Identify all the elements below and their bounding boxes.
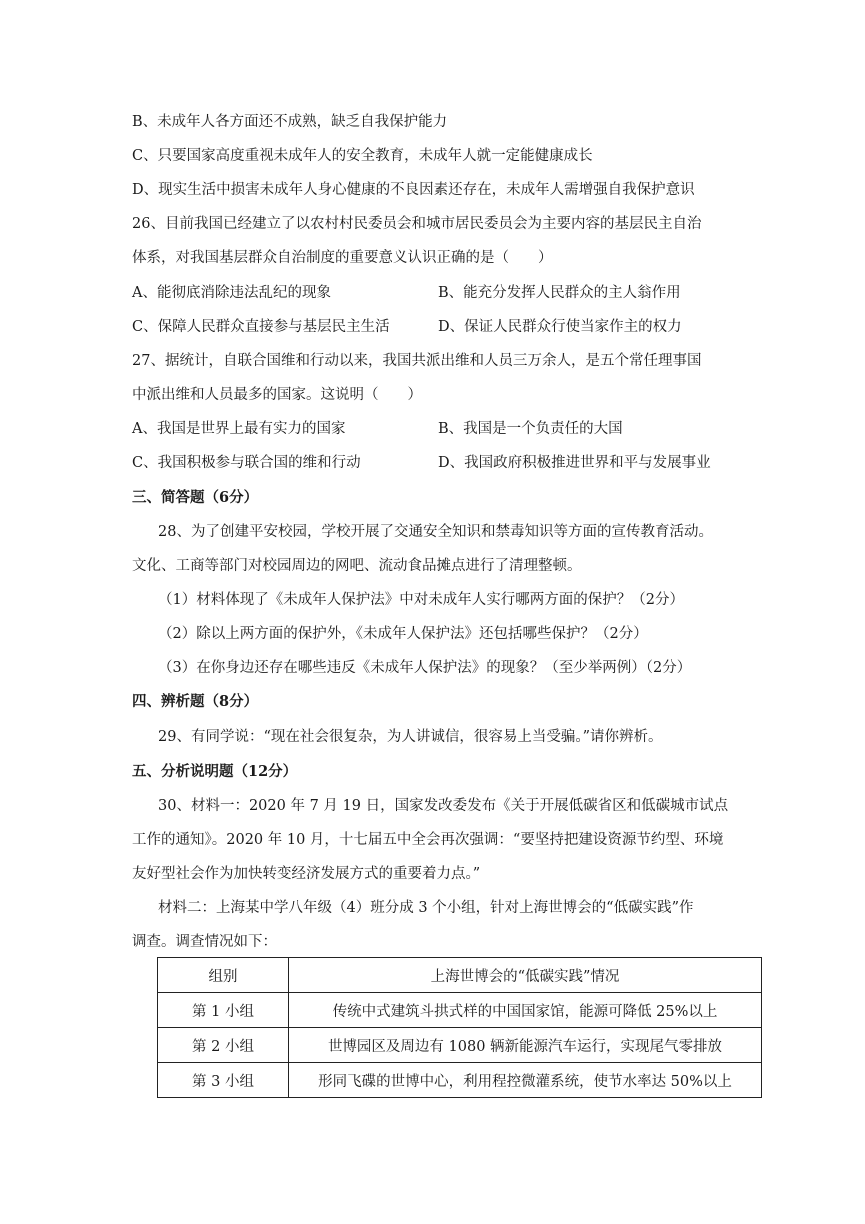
q27-stem-line1: 27、据统计，自联合国维和行动以来，我国共派出维和人员三万余人，是五个常任理事国 bbox=[132, 353, 702, 369]
section3-heading: 三、简答题（6分） bbox=[132, 489, 259, 506]
q27-option-b: B、我国是一个负责任的大国 bbox=[438, 421, 623, 437]
q26-option-a: A、能彻底消除违法乱纪的现象 bbox=[132, 285, 331, 301]
q26-stem-line2: 体系，对我国基层群众自治制度的重要意义认识正确的是（ ） bbox=[132, 250, 553, 266]
table-cell: 第 2 小组 bbox=[158, 1028, 289, 1063]
q27-option-c: C、我国积极参与联合国的维和行动 bbox=[132, 455, 361, 471]
q28-line1: 28、为了创建平安校园，学校开展了交通安全知识和禁毒知识等方面的宣传教育活动。 bbox=[158, 524, 713, 540]
q29: 29、有同学说：“现在社会很复杂，为人讲诚信，很容易上当受骗。”请你辨析。 bbox=[158, 729, 663, 745]
q25-option-c: C、只要国家高度重视未成年人的安全教育，未成年人就一定能健康成长 bbox=[132, 148, 593, 164]
q28-line2: 文化、工商等部门对校园周边的网吧、流动食品摊点进行了清理整顿。 bbox=[132, 558, 582, 574]
q30-material2-line1: 材料二：上海某中学八年级（4）班分成 3 个小组，针对上海世博会的“低碳实践”作 bbox=[158, 900, 694, 916]
table-cell: 形同飞碟的世博中心，利用程控微灌系统，使节水率达 50%以上 bbox=[289, 1063, 762, 1098]
q28-sub2: （2）除以上两方面的保护外，《未成年人保护法》还包括哪些保护？（2分） bbox=[158, 626, 648, 642]
table-header-row bbox=[158, 958, 762, 993]
table-header-cell: 上海世博会的“低碳实践”情况 bbox=[289, 958, 762, 993]
section4-heading: 四、辨析题（8分） bbox=[132, 693, 259, 710]
q26-option-b: B、能充分发挥人民群众的主人翁作用 bbox=[438, 285, 681, 301]
q25-option-b: B、未成年人各方面还不成熟，缺乏自我保护能力 bbox=[132, 114, 448, 130]
q26-option-d: D、保证人民群众行使当家作主的权力 bbox=[438, 319, 682, 335]
q25-option-d: D、现实生活中损害未成年人身心健康的不良因素还存在，未成年人需增强自我保护意识 bbox=[132, 182, 695, 198]
q30-material2-line2: 调查。调查情况如下： bbox=[132, 934, 277, 950]
q27-option-d: D、我国政府积极推进世界和平与发展事业 bbox=[438, 455, 711, 471]
survey-table bbox=[157, 957, 762, 1098]
table-cell: 第 3 小组 bbox=[158, 1063, 289, 1098]
table-row bbox=[158, 993, 762, 1028]
table-cell: 世博园区及周边有 1080 辆新能源汽车运行，实现尾气零排放 bbox=[289, 1028, 762, 1063]
q30-material1-line2: 工作的通知》。2020 年 10 月，十七届五中全会再次强调：“要坚持把建设资源节约型、环境 bbox=[132, 832, 724, 848]
table-cell: 第 1 小组 bbox=[158, 993, 289, 1028]
q30-material1-line1: 30、材料一：2020 年 7 月 19 日，国家发改委发布《关于开展低碳省区和低碳城市试点 bbox=[158, 798, 729, 814]
q27-option-a: A、我国是世界上最有实力的国家 bbox=[132, 421, 346, 437]
table-row bbox=[158, 1063, 762, 1098]
q26-option-c: C、保障人民群众直接参与基层民主生活 bbox=[132, 319, 390, 335]
table-cell: 传统中式建筑斗拱式样的中国国家馆，能源可降低 25%以上 bbox=[289, 993, 762, 1028]
table-header-cell: 组别 bbox=[158, 958, 289, 993]
q28-sub3: （3）在你身边还存在哪些违反《未成年人保护法》的现象？（至少举两例）（2分） bbox=[158, 660, 692, 676]
q28-sub1: （1）材料体现了《未成年人保护法》中对未成年人实行哪两方面的保护？（2分） bbox=[158, 592, 684, 608]
q27-stem-line2: 中派出维和人员最多的国家。这说明（ ） bbox=[132, 387, 422, 403]
q26-stem-line1: 26、目前我国已经建立了以农村村民委员会和城市居民委员会为主要内容的基层民主自治 bbox=[132, 216, 702, 232]
section5-heading: 五、分析说明题（12分） bbox=[132, 763, 298, 780]
table-row bbox=[158, 1028, 762, 1063]
q30-material1-line3: 友好型社会作为加快转变经济发展方式的重要着力点。” bbox=[132, 866, 481, 882]
